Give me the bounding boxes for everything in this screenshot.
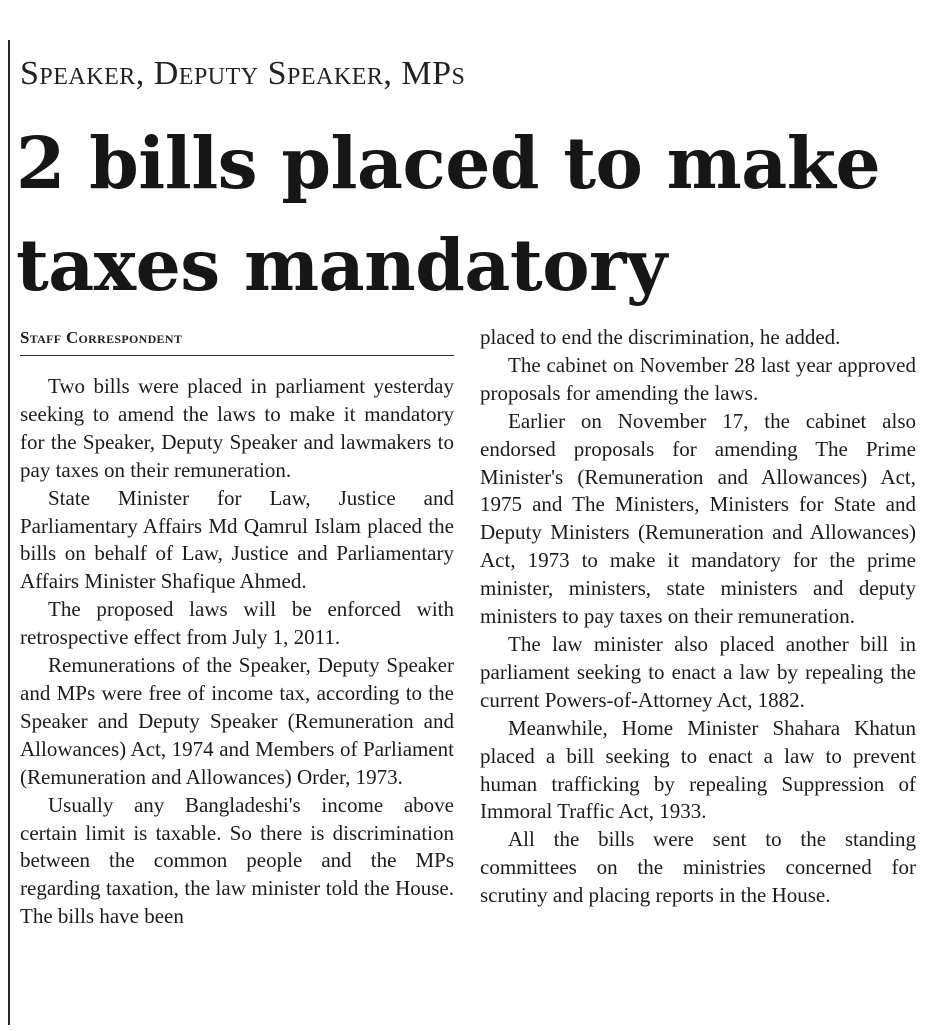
paragraph: Remunerations of the Speaker, Deputy Speaker and MPs were free of income tax, according to the Speaker and Deputy Speaker (Remuneration and Allowances) Act, 1974 and Members of Parliament (Remuneration and Allowances) Order, 1973.	[20, 653, 454, 789]
headline: 2 bills placed to make taxes mandatory	[16, 121, 881, 307]
article-column-left	[20, 373, 454, 931]
paragraph: Two bills were placed in parliament yesterday seeking to amend the laws to make it mandatory for the Speaker, Deputy Speaker and lawmakers to pay taxes on their remuneration.	[20, 374, 454, 482]
paragraph: The proposed laws will be enforced with retrospective effect from July 1, 2011.	[20, 597, 454, 650]
paragraph: All the bills were sent to the standing committees on the ministries concerned for scrutiny and placing reports in the House.	[480, 827, 916, 908]
paragraph: Meanwhile, Home Minister Shahara Khatun placed a bill seeking to enact a law to prevent human trafficking by repealing Suppression of Immoral Traffic Act, 1933.	[480, 715, 916, 824]
paragraph: The law minister also placed another bill in parliament seeking to enact a law by repealing the current Powers-of-Attorney Act, 1882.	[480, 631, 916, 712]
kicker: Speaker, Deputy Speaker, MPs	[20, 55, 466, 92]
paragraph: The cabinet on November 28 last year approved proposals for amending the laws.	[480, 352, 916, 405]
article-column-right	[480, 324, 916, 910]
byline: Staff Correspondent	[20, 328, 454, 356]
paragraph: Earlier on November 17, the cabinet also endorsed proposals for amending The Prime Minister's (Remuneration and Allowances) Act, 1975 and The Ministers, Ministers for State and Deputy Ministers (Remuneration and Allowances) Act, 1973 to make it mandatory for the prime minister, ministers, state ministers and deputy ministers to pay taxes on their remuneration.	[480, 408, 916, 629]
paragraph: State Minister for Law, Justice and Parliamentary Affairs Md Qamrul Islam placed the bills on behalf of Law, Justice and Parliamentary Affairs Minister Shafique Ahmed.	[20, 485, 454, 594]
paragraph-continued: placed to end the discrimination, he added.	[480, 325, 841, 349]
paragraph: Usually any Bangladeshi's income above certain limit is taxable. So there is discrimination between the common people and the MPs regarding taxation, the law minister told the House. The bills have been	[20, 792, 454, 929]
column-rule	[8, 40, 10, 1025]
